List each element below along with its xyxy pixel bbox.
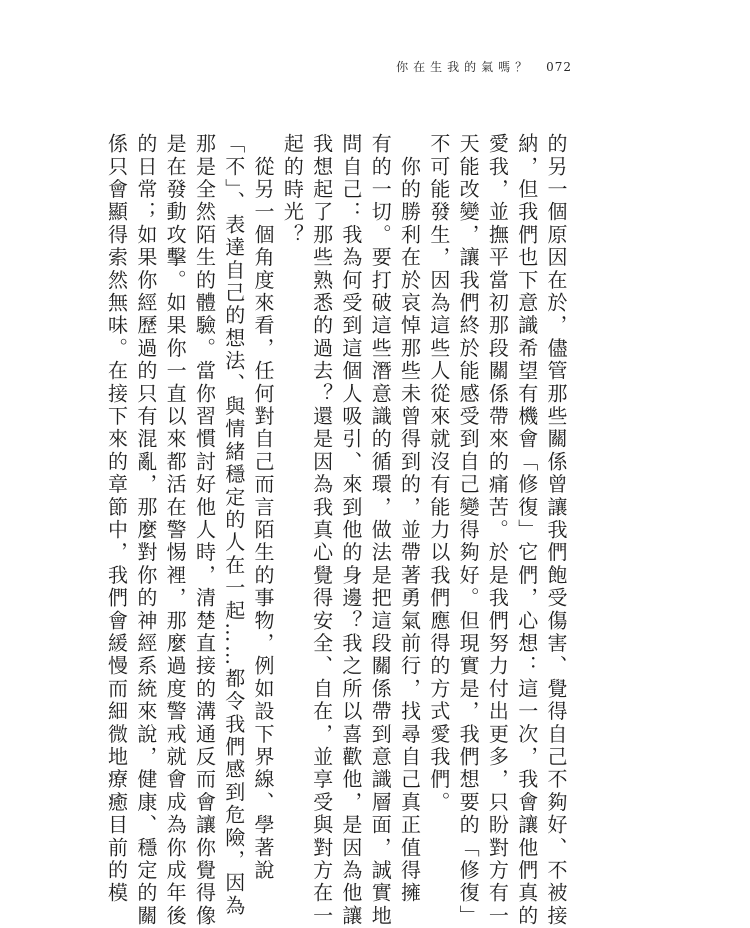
text-column: 天能改變，讓我們終於能感受到自己變得夠好。但現實是，我們想要的「修復」 — [456, 133, 481, 928]
text-column: 係只會顯得索然無味。在接下來的章節中，我們會緩慢而細微地療癒目前的模 — [104, 133, 129, 905]
text-column: 從另一個角度來看，任何對自己而言陌生的事物，例如設下界線、學著說 — [251, 133, 276, 883]
text-column: 納，但我們也下意識希望有機會「修復」它們，心想：這一次，我會讓他們真的 — [514, 133, 539, 928]
text-column: 的另一個原因在於，儘管那些關係曾讓我們飽受傷害、覺得自己不夠好、不被接 — [544, 133, 568, 928]
text-column: 不可能發生，因為這些人從來就沒有能力以我們應得的方式愛我們。 — [426, 133, 451, 814]
text-column: 「不」、表達自己的想法、與情緒穩定的人在一起……都令我們感到危險，因為 — [221, 133, 246, 918]
body-text — [104, 133, 570, 928]
page-number: 072 — [546, 60, 572, 74]
chapter-title: 你在生我的氣嗎？ — [396, 60, 533, 74]
text-column: 問自己：我為何受到這個人吸引、來到他的身邊？我之所以喜歡他，是因為他讓 — [338, 133, 363, 928]
text-column: 那是全然陌生的體驗。當你習慣討好他人時，清楚直接的溝通反而會讓你覺得像 — [192, 133, 217, 928]
running-head — [396, 58, 572, 75]
text-column: 有的一切。要打破這些潛意識的循環，做法是把這段關係帶到意識層面，誠實地 — [368, 133, 393, 928]
text-column: 的日常；如果你經歷過的只有混亂，那麼對你的神經系統來說，健康、穩定的關 — [133, 133, 158, 928]
text-column: 起的時光？ — [280, 133, 305, 247]
text-column: 是在發動攻擊。如果你一直以來都活在警惕裡，那麼過度警戒就會成為你成年後 — [163, 133, 188, 928]
text-column: 愛我，並撫平當初那段關係帶來的痛苦。於是我們努力付出更多，只盼對方有一 — [485, 133, 510, 928]
text-column: 你的勝利在於哀悼那些未曾得到的，並帶著勇氣前行，找尋自己真正值得擁 — [397, 133, 422, 905]
text-column: 我想起了那些熟悉的過去？還是因為我真心覺得安全、自在，並享受與對方在一 — [309, 133, 334, 928]
